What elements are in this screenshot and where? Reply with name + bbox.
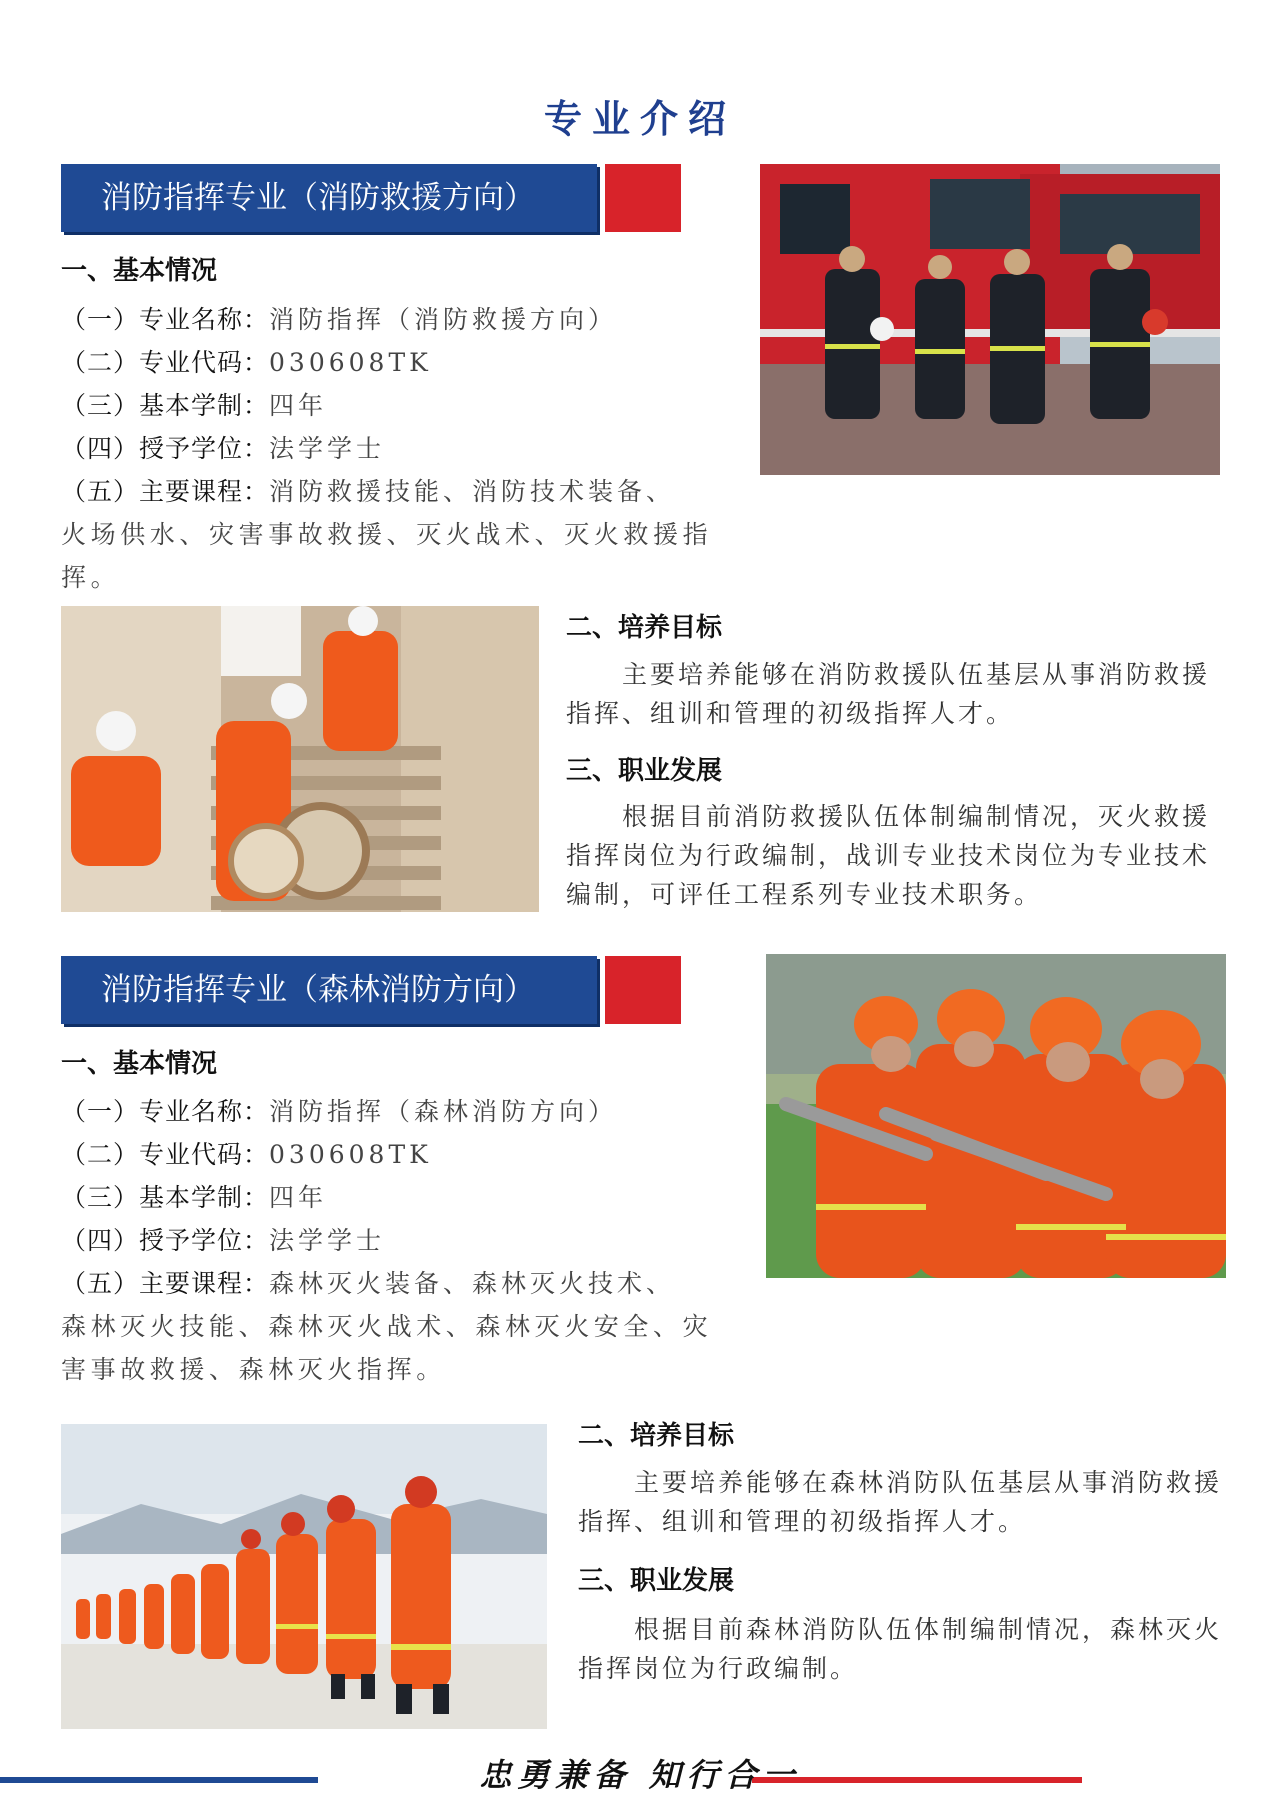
banner-title: 消防指挥专业（森林消防方向） bbox=[61, 956, 597, 1024]
banner-red-block bbox=[605, 956, 681, 1024]
photo-marching-column bbox=[61, 1424, 547, 1729]
info-courses-continued: 森林灭火技能、森林灭火战术、森林灭火安全、灾害事故救援、森林灭火指挥。 bbox=[61, 1312, 713, 1384]
info-row-major-name bbox=[61, 298, 741, 341]
info-key: （一）专业名称： bbox=[61, 305, 270, 334]
career-heading: 三、职业发展 bbox=[578, 1566, 735, 1596]
info-key: （二）专业代码： bbox=[61, 1140, 270, 1169]
info-value: 消防指挥（森林消防方向） bbox=[269, 1097, 618, 1126]
info-row-courses bbox=[61, 1262, 741, 1305]
info-value: 森林灭火装备、森林灭火技术、 bbox=[269, 1269, 676, 1298]
info-row-courses bbox=[61, 470, 741, 513]
info-value: 消防救援技能、消防技术装备、 bbox=[269, 477, 676, 506]
info-key: （二）专业代码： bbox=[61, 348, 270, 377]
banner-title: 消防指挥专业（消防救援方向） bbox=[61, 164, 597, 232]
info-value: 030608TK bbox=[269, 348, 432, 377]
info-courses-continued: 火场供水、灾害事故救援、灭火战术、灭火救援指挥。 bbox=[61, 520, 713, 592]
career-text: 根据目前森林消防队伍体制编制情况，森林灭火指挥岗位为行政编制。 bbox=[578, 1615, 1223, 1683]
info-row-major-code bbox=[61, 341, 741, 384]
career-heading: 三、职业发展 bbox=[566, 756, 723, 786]
section-banner-forest bbox=[61, 956, 681, 1024]
info-value: 法学学士 bbox=[269, 434, 386, 463]
basic-info-list bbox=[61, 298, 741, 599]
info-row-degree bbox=[61, 427, 741, 470]
info-row-duration bbox=[61, 1176, 741, 1219]
info-value: 030608TK bbox=[269, 1140, 432, 1169]
footer-slogan: 忠勇兼备 知行合一 bbox=[479, 1756, 801, 1794]
info-value: 四年 bbox=[269, 1183, 328, 1212]
info-row-major-name bbox=[61, 1090, 741, 1133]
page-title: 专业介绍 bbox=[543, 96, 736, 141]
info-key: （三）基本学制： bbox=[61, 391, 270, 420]
goal-heading: 二、培养目标 bbox=[566, 613, 723, 643]
photo-firefighters-trucks bbox=[760, 164, 1220, 475]
goal-text: 主要培养能够在森林消防队伍基层从事消防救援指挥、组训和管理的初级指挥人才。 bbox=[578, 1468, 1223, 1536]
info-key: （一）专业名称： bbox=[61, 1097, 270, 1126]
info-key: （五）主要课程： bbox=[61, 1269, 270, 1298]
photo-forest-team bbox=[766, 954, 1226, 1278]
info-row-major-code bbox=[61, 1133, 741, 1176]
info-key: （四）授予学位： bbox=[61, 1226, 270, 1255]
banner-red-block bbox=[605, 164, 681, 232]
info-value: 法学学士 bbox=[269, 1226, 386, 1255]
career-text: 根据目前消防救援队伍体制编制情况，灭火救援指挥岗位为行政编制，战训专业技术岗位为专业技术编制，可评任工程系列专业技术职务。 bbox=[566, 802, 1211, 909]
basic-info-heading: 一、基本情况 bbox=[61, 256, 218, 286]
info-row-degree bbox=[61, 1219, 741, 1262]
info-value: 四年 bbox=[269, 391, 328, 420]
info-row-duration bbox=[61, 384, 741, 427]
info-key: （四）授予学位： bbox=[61, 434, 270, 463]
basic-info-list bbox=[61, 1090, 741, 1391]
info-value: 消防指挥（消防救援方向） bbox=[269, 305, 618, 334]
section-banner-rescue bbox=[61, 164, 681, 232]
photo-stairs-drill bbox=[61, 606, 539, 912]
basic-info-heading: 一、基本情况 bbox=[61, 1049, 218, 1079]
info-key: （五）主要课程： bbox=[61, 477, 270, 506]
info-key: （三）基本学制： bbox=[61, 1183, 270, 1212]
goal-text: 主要培养能够在消防救援队伍基层从事消防救援指挥、组训和管理的初级指挥人才。 bbox=[566, 660, 1211, 728]
goal-heading: 二、培养目标 bbox=[578, 1421, 735, 1451]
